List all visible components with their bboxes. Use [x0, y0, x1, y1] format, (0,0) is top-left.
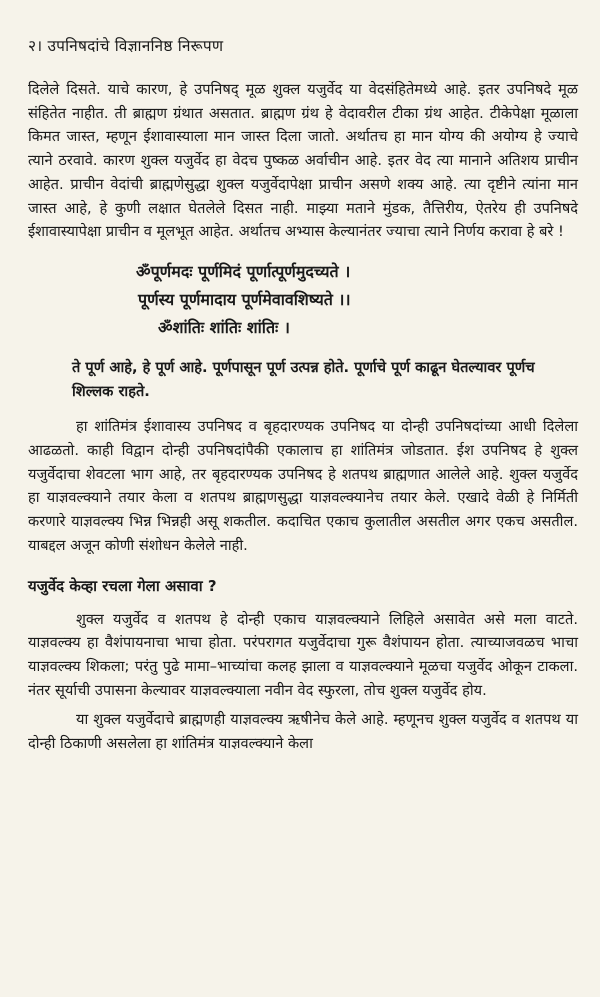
section-heading: यजुर्वेद केव्हा रचला गेला असावा ? — [28, 576, 217, 595]
shanti-mantra-verse — [136, 258, 578, 342]
verse-line-3: ॐशांतिः शांतिः शांतिः । — [158, 317, 290, 337]
verse-translation: ते पूर्ण आहे, हे पूर्ण आहे. पूर्णपासून पूर्ण उत्पन्न होते. पूर्णाचे पूर्ण काढून घेतल्यावर पूर्णच शिल्लक राहते. — [72, 358, 535, 400]
verse-line-2: पूर्णस्य पूर्णमादाय पूर्णमेवावशिष्यते ।। — [138, 289, 351, 309]
verse-line-1: ॐपूर्णमदः पूर्णमिदं पूर्णात्पूर्णमुदच्यते । — [136, 261, 351, 281]
paragraph-2: हा शांतिमंत्र ईशावास्य उपनिषद व बृहदारण्यक उपनिषद या दोन्ही उपनिषदांच्या आधी दिलेला आढळतो. काही विद्वान दोन्ही उपनिषदांपैकी एकालाच हा शांतिमंत्र जोडतात. ईश उपनिषद हे शुक्ल यजुर्वेदाचा शेवटला भाग आहे, तर बृहदारण्यक उपनिषद हे शतपथ ब्राह्मणात आलेले आहे. शुक्ल यजुर्वेद हा याज्ञवल्क्याने तयार केला व शतपथ ब्राह्मणसुद्धा याज्ञवल्क्यानेच तयार केले. एखादे वेळी हे निर्मिती करणारे याज्ञवल्क्य भिन्न भिन्नही असू शकतील. कदाचित एकाच कुलातील असतील अगर एकच असतील. याबद्दल अजून कोणी संशोधन केलेले नाही. — [28, 418, 578, 554]
paragraph-3: शुक्ल यजुर्वेद व शतपथ हे दोन्ही एकाच याज्ञवल्क्याने लिहिले असावेत असे मला वाटते. याज्ञवल्क्य हा वैशंपायनाचा भाचा होता. परंपरागत यजुर्वेदाचा गुरू वैशंपायन होता. त्याच्याजवळच भाचा याज्ञवल्क्य शिकला; परंतु पुढे मामा–भाच्यांचा कलह झाला व याज्ञवल्क्याने मूळचा यजुर्वेद ओकून टाकला. नंतर सूर्याची उपासना केल्यावर याज्ञवल्क्याला नवीन वेद स्फुरला, तोच शुक्ल यजुर्वेद होय. — [28, 610, 578, 699]
body-text — [28, 78, 578, 756]
running-head: २। उपनिषदांचे विज्ञाननिष्ठ निरूपण — [28, 37, 224, 55]
paragraph-1: दिलेले दिसते. याचे कारण, हे उपनिषद् मूळ शुक्ल यजुर्वेद या वेदसंहितेमध्ये आहे. इतर उपनिषदे मूळ संहितेत नाहीत. ती ब्राह्मण ग्रंथात असतात. ब्राह्मण ग्रंथ हे वेदावरील टीका ग्रंथ आहेत. टीकेपेक्षा मूळाला किमत जास्त, म्हणून ईशावास्याला मान जास्त दिला जातो. अर्थातच हा मान योग्य की अयोग्य हे ज्याचे त्याने ठरवावे. कारण शुक्ल यजुर्वेद हा वेदच पुष्कळ अर्वाचीन आहे. इतर वेद त्या मानाने अतिशय प्राचीन आहेत. प्राचीन वेदांची ब्राह्मणेसुद्धा शुक्ल यजुर्वेदापेक्षा प्राचीन असणे शक्य आहे. त्या दृष्टीने त्यांना मान जास्त आहे, हे कुणी लक्षात घेतलेले दिसत नाही. माझ्या मताने मुंडक, तैत्तिरीय, ऐतरेय ही उपनिषदे ईशावास्यापेक्षा प्राचीन व मूलभूत आहेत. अर्थातच अभ्यास केल्यानंतर ज्याचा त्याने निर्णय करावा हे बरे ! — [28, 81, 578, 241]
paragraph-4: या शुक्ल यजुर्वेदाचे ब्राह्मणही याज्ञवल्क्य ऋषीनेच केले आहे. म्हणूनच शुक्ल यजुर्वेद व शतपथ या दोन्ही ठिकाणी असलेला हा शांतिमंत्र याज्ञवल्क्याने केला — [28, 711, 578, 753]
